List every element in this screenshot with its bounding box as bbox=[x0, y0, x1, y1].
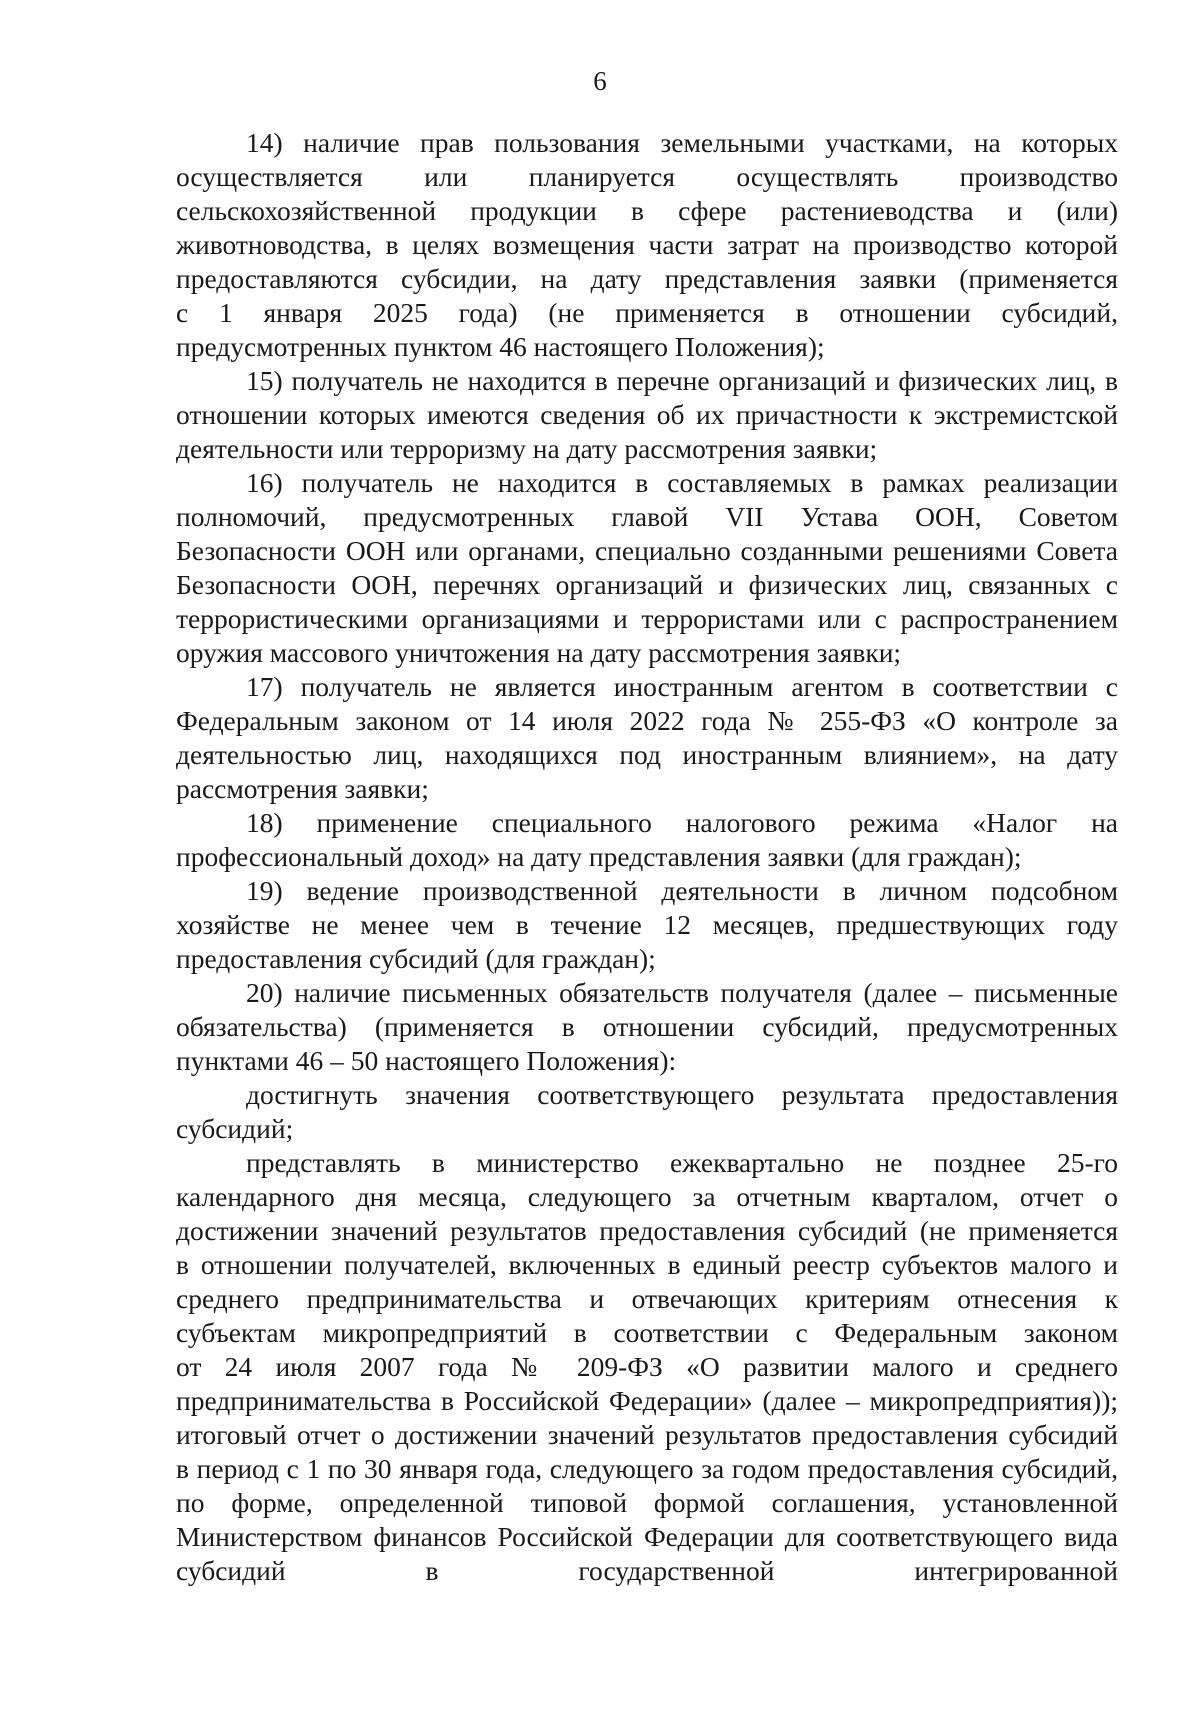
text-line: осуществляется или планируется осуществлять производство bbox=[176, 161, 1118, 192]
text-line: предпринимательства в Российской Федерации» (далее – микропредприятия)); bbox=[176, 1385, 1118, 1416]
text-line: субсидий; bbox=[176, 1113, 294, 1144]
text-line: животноводства, в целях возмещения части затрат на производство которой bbox=[176, 229, 1118, 260]
text-line: достигнуть значения соответствующего результата предоставления bbox=[246, 1079, 1118, 1110]
paragraph bbox=[176, 466, 1118, 670]
text-line: предоставляются субсидии, на дату представления заявки (применяется bbox=[176, 263, 1118, 294]
text-line: деятельностью лиц, находящихся под иностранным влиянием», на дату bbox=[176, 739, 1118, 770]
text-line: 14) наличие прав пользования земельными участками, на которых bbox=[246, 127, 1118, 158]
text-line: террористическими организациями и террористами или с распространением bbox=[176, 603, 1118, 634]
text-line: 19) ведение производственной деятельности в личном подсобном bbox=[246, 875, 1118, 906]
document-body bbox=[176, 126, 1118, 1588]
text-line: календарного дня месяца, следующего за отчетным кварталом, отчет о bbox=[176, 1181, 1118, 1212]
paragraph bbox=[176, 874, 1118, 976]
text-line: субсидий в государственной интегрированной bbox=[176, 1555, 1118, 1586]
text-line: 16) получатель не находится в составляемых в рамках реализации bbox=[246, 467, 1118, 498]
text-line: 18) применение специального налогового режима «Налог на bbox=[246, 807, 1118, 838]
text-line: предоставления субсидий (для граждан); bbox=[176, 943, 656, 974]
paragraph bbox=[176, 1146, 1118, 1588]
page-number: 6 bbox=[593, 66, 607, 96]
text-line: 17) получатель не является иностранным агентом в соответствии с bbox=[246, 671, 1118, 702]
text-line: от 24 июля 2007 года № 209-ФЗ «О развитии малого и среднего bbox=[176, 1351, 1118, 1382]
text-line: пунктами 46 – 50 настоящего Положения): bbox=[176, 1045, 677, 1076]
paragraph bbox=[176, 976, 1118, 1078]
text-line: 15) получатель не находится в перечне организаций и физических лиц, в bbox=[246, 365, 1118, 396]
text-line: обязательства) (применяется в отношении субсидий, предусмотренных bbox=[176, 1011, 1118, 1042]
text-line: Министерством финансов Российской Федерации для соответствующего вида bbox=[176, 1521, 1118, 1552]
paragraph bbox=[176, 670, 1118, 806]
text-line: по форме, определенной типовой формой соглашения, установленной bbox=[176, 1487, 1118, 1518]
paragraph bbox=[176, 806, 1118, 874]
text-line: с 1 января 2025 года) (не применяется в отношении субсидий, bbox=[176, 297, 1118, 328]
text-line: предусмотренных пунктом 46 настоящего Положения); bbox=[176, 331, 825, 362]
text-line: хозяйстве не менее чем в течение 12 месяцев, предшествующих году bbox=[176, 909, 1118, 940]
paragraph bbox=[176, 364, 1118, 466]
text-line: профессиональный доход» на дату представления заявки (для граждан); bbox=[176, 841, 1022, 872]
text-line: 20) наличие письменных обязательств получателя (далее – письменные bbox=[246, 977, 1118, 1008]
text-line: Безопасности ООН, перечнях организаций и физических лиц, связанных с bbox=[176, 569, 1118, 600]
text-line: сельскохозяйственной продукции в сфере растениеводства и (или) bbox=[176, 195, 1118, 226]
text-line: оружия массового уничтожения на дату рассмотрения заявки; bbox=[176, 637, 902, 668]
text-line: итоговый отчет о достижении значений результатов предоставления субсидий bbox=[176, 1419, 1118, 1450]
paragraph bbox=[176, 126, 1118, 364]
text-line: Безопасности ООН или органами, специально созданными решениями Совета bbox=[176, 535, 1118, 566]
text-line: полномочий, предусмотренных главой VII Устава ООН, Советом bbox=[176, 501, 1118, 532]
text-line: рассмотрения заявки; bbox=[176, 773, 429, 804]
text-line: субъектам микропредприятий в соответствии с Федеральным законом bbox=[176, 1317, 1118, 1348]
paragraph bbox=[176, 1078, 1118, 1146]
text-line: отношении которых имеются сведения об их причастности к экстремистской bbox=[176, 399, 1118, 430]
text-line: представлять в министерство ежеквартально не позднее 25-го bbox=[246, 1147, 1118, 1178]
text-line: достижении значений результатов предоставления субсидий (не применяется bbox=[176, 1215, 1118, 1246]
text-line: деятельности или терроризму на дату рассмотрения заявки; bbox=[176, 433, 878, 464]
text-line: среднего предпринимательства и отвечающих критериям отнесения к bbox=[176, 1283, 1118, 1314]
text-line: Федеральным законом от 14 июля 2022 года № 255-ФЗ «О контроле за bbox=[176, 705, 1118, 736]
text-line: в период с 1 по 30 января года, следующего за годом предоставления субсидий, bbox=[176, 1453, 1118, 1484]
text-line: в отношении получателей, включенных в единый реестр субъектов малого и bbox=[176, 1249, 1118, 1280]
